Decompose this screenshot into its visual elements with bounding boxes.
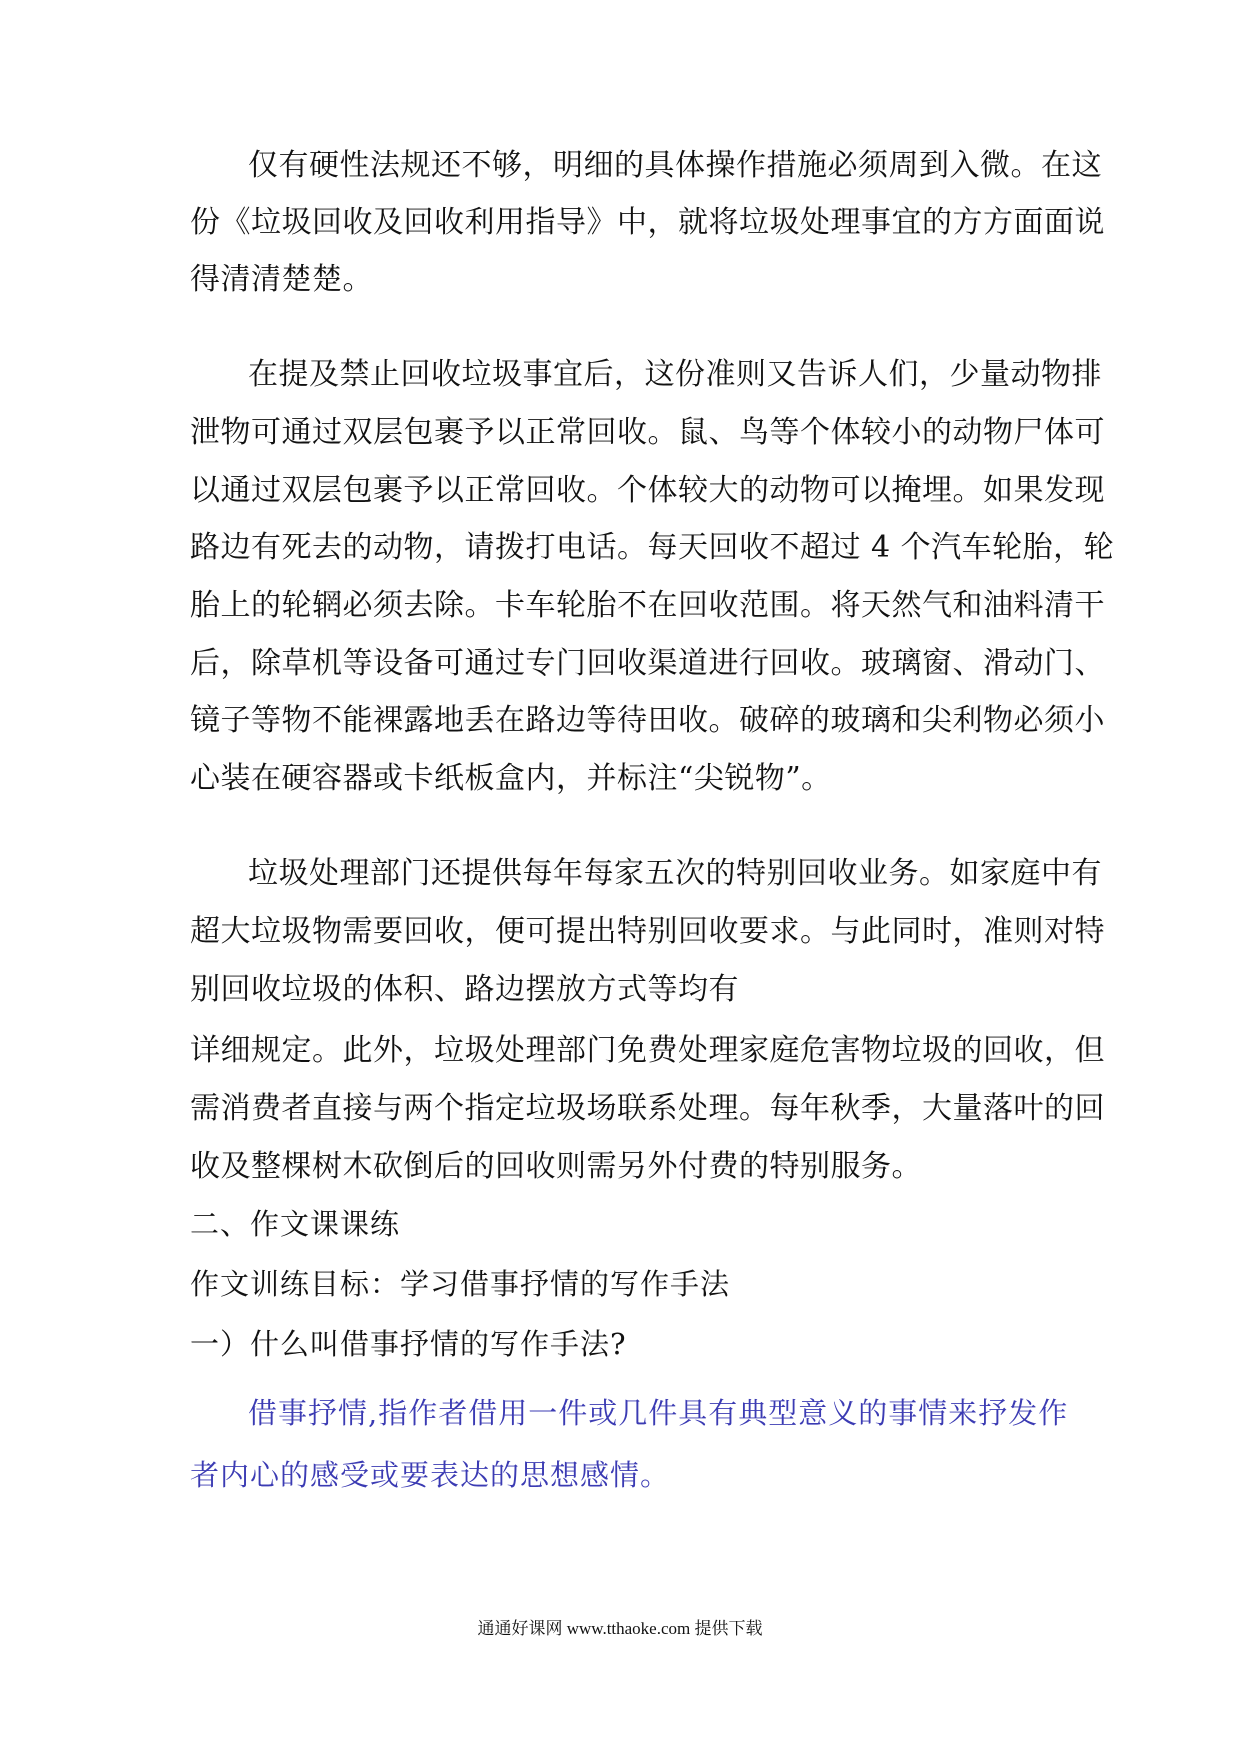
- section-heading: 二、作文课课练: [190, 1207, 401, 1241]
- paragraph-3-line-5: 需消费者直接与两个指定垃圾场联系处理。每年秋季，大量落叶的回: [190, 1091, 1105, 1126]
- page-footer: 通通好课网 www.tthaoke.com 提供下载: [477, 1619, 763, 1638]
- question-heading: 一）什么叫借事抒情的写作手法?: [190, 1327, 627, 1361]
- paragraph-2-line-1: 在提及禁止回收垃圾事宜后，这份准则又告诉人们，少量动物排: [248, 357, 1102, 392]
- paragraph-2-line-6: 后，除草机等设备可通过专门回收渠道进行回收。玻璃窗、滑动门、: [190, 646, 1105, 681]
- paragraph-1-line-3: 得清清楚楚。: [190, 262, 373, 297]
- paragraph-1-line-1: 仅有硬性法规还不够，明细的具体操作措施必须周到入微。在这: [248, 148, 1102, 183]
- paragraph-2-line-4: 路边有死去的动物，请拨打电话。每天回收不超过 4 个汽车轮胎，轮: [190, 530, 1115, 565]
- paragraph-3-line-2: 超大垃圾物需要回收，便可提出特别回收要求。与此同时，准则对特: [190, 914, 1105, 949]
- paragraph-2-line-7: 镜子等物不能裸露地丢在路边等待田收。破碎的玻璃和尖利物必须小: [190, 703, 1105, 738]
- paragraph-1-line-2: 份《垃圾回收及回收利用指导》中，就将垃圾处理事宜的方方面面说: [190, 205, 1105, 240]
- training-goal: 作文训练目标：学习借事抒情的写作手法: [190, 1267, 731, 1301]
- paragraph-3-line-4: 详细规定。此外，垃圾处理部门免费处理家庭危害物垃圾的回收，但: [190, 1033, 1105, 1068]
- definition-line-1: 借事抒情,指作者借用一件或几件具有典型意义的事情来抒发作: [248, 1396, 1069, 1430]
- paragraph-2-line-3: 以通过双层包裹予以正常回收。个体较大的动物可以掩埋。如果发现: [190, 473, 1105, 508]
- paragraph-3-line-3: 别回收垃圾的体积、路边摆放方式等均有: [190, 972, 739, 1007]
- paragraph-2-line-8: 心装在硬容器或卡纸板盒内，并标注“尖锐物”。: [190, 761, 832, 796]
- paragraph-2-line-5: 胎上的轮辋必须去除。卡车轮胎不在回收范围。将天然气和油料清干: [190, 588, 1105, 623]
- definition-line-2: 者内心的感受或要表达的思想感情。: [190, 1458, 671, 1492]
- paragraph-2-line-2: 泄物可通过双层包裹予以正常回收。鼠、鸟等个体较小的动物尸体可: [190, 415, 1105, 450]
- paragraph-3-line-6: 收及整棵树木砍倒后的回收则需另外付费的特别服务。: [190, 1149, 922, 1184]
- paragraph-3-line-1: 垃圾处理部门还提供每年每家五次的特别回收业务。如家庭中有: [248, 856, 1102, 891]
